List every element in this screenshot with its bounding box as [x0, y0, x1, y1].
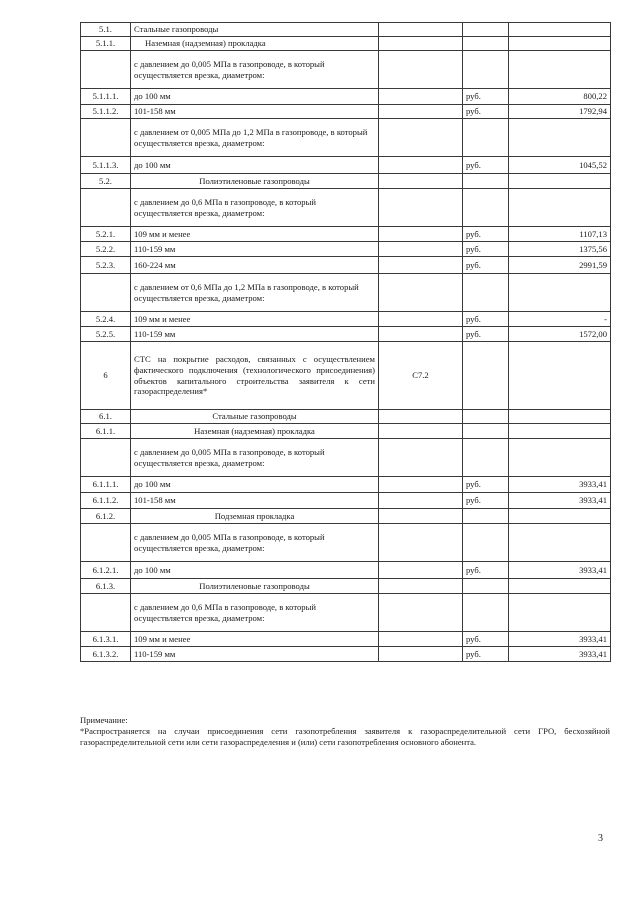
row-number: 6.1.2.: [81, 509, 131, 524]
row-unit: [463, 37, 509, 51]
row-code: [379, 647, 463, 662]
row-number: [81, 189, 131, 227]
row-price: -: [509, 312, 611, 327]
row-code: [379, 410, 463, 424]
row-price: [509, 119, 611, 157]
row-price: 1107,13: [509, 227, 611, 242]
row-number: 5.2.2.: [81, 242, 131, 257]
row-price: [509, 594, 611, 632]
row-code: [379, 189, 463, 227]
row-price: [509, 274, 611, 312]
row-code: [379, 274, 463, 312]
table-row: [81, 439, 611, 477]
row-code: [379, 424, 463, 439]
row-price: 3933,41: [509, 647, 611, 662]
table-row: [81, 174, 611, 189]
table-row: [81, 477, 611, 493]
row-code: [379, 594, 463, 632]
row-name: 110-159 мм: [131, 327, 379, 342]
row-name: с давлением до 0,6 МПа в газопроводе, в который осуществляется врезка, диаметром:: [131, 594, 379, 632]
row-name: до 100 мм: [131, 89, 379, 105]
table-row: [81, 327, 611, 342]
table-row: [81, 594, 611, 632]
row-number: [81, 119, 131, 157]
row-unit: [463, 174, 509, 189]
row-price: [509, 23, 611, 37]
row-number: 6.1.1.2.: [81, 493, 131, 509]
table-row: [81, 410, 611, 424]
row-unit: [463, 189, 509, 227]
row-number: 5.2.: [81, 174, 131, 189]
row-name: 101-158 мм: [131, 493, 379, 509]
row-price: [509, 189, 611, 227]
row-number: [81, 439, 131, 477]
row-number: 5.1.1.2.: [81, 105, 131, 119]
row-price: 3933,41: [509, 562, 611, 579]
row-price: 800,22: [509, 89, 611, 105]
row-price: 1375,56: [509, 242, 611, 257]
table-row: [81, 37, 611, 51]
row-price: 1792,94: [509, 105, 611, 119]
row-number: 5.1.1.: [81, 37, 131, 51]
row-number: [81, 51, 131, 89]
row-code: [379, 579, 463, 594]
row-name: 109 мм и менее: [131, 632, 379, 647]
row-name: до 100 мм: [131, 477, 379, 493]
table-row: [81, 105, 611, 119]
row-number: 6.1.: [81, 410, 131, 424]
row-name: с давлением от 0,005 МПа до 1,2 МПа в газопроводе, в который осуществляется врезка, диаметром:: [131, 119, 379, 157]
row-code: [379, 524, 463, 562]
row-name: Стальные газопроводы: [131, 23, 379, 37]
row-code: С7.2: [379, 342, 463, 410]
row-price: 3933,41: [509, 477, 611, 493]
table-row: [81, 242, 611, 257]
row-code: [379, 119, 463, 157]
row-name: 101-158 мм: [131, 105, 379, 119]
row-name: 110-159 мм: [131, 242, 379, 257]
table-row: [81, 424, 611, 439]
row-code: [379, 257, 463, 274]
row-unit: руб.: [463, 227, 509, 242]
row-price: [509, 37, 611, 51]
row-unit: [463, 509, 509, 524]
row-price: [509, 439, 611, 477]
row-unit: руб.: [463, 312, 509, 327]
row-number: 6.1.3.2.: [81, 647, 131, 662]
table-row: [81, 119, 611, 157]
row-unit: руб.: [463, 157, 509, 174]
table-row: [81, 647, 611, 662]
row-unit: [463, 524, 509, 562]
row-number: [81, 594, 131, 632]
table-row: [81, 312, 611, 327]
row-number: [81, 524, 131, 562]
table-row: [81, 579, 611, 594]
table-row: [81, 493, 611, 509]
row-unit: руб.: [463, 632, 509, 647]
row-name: до 100 мм: [131, 157, 379, 174]
footnote-title: Примечание:: [80, 715, 128, 725]
row-unit: [463, 119, 509, 157]
row-name: с давлением до 0,005 МПа в газопроводе, в который осуществляется врезка, диаметром:: [131, 524, 379, 562]
row-name: 109 мм и менее: [131, 312, 379, 327]
row-number: 5.1.: [81, 23, 131, 37]
row-code: [379, 242, 463, 257]
row-number: 5.2.3.: [81, 257, 131, 274]
row-name: 109 мм и менее: [131, 227, 379, 242]
row-number: 6.1.2.1.: [81, 562, 131, 579]
row-name: Наземная (надземная) прокладка: [131, 37, 379, 51]
row-price: [509, 51, 611, 89]
table-row: [81, 274, 611, 312]
row-name: СТС на покрытие расходов, связанных с осуществлением фактического подключения (технологического присоединения) объектов капитального строительства заявителя к сети газораспределения*: [131, 342, 379, 410]
row-unit: [463, 439, 509, 477]
row-price: [509, 509, 611, 524]
row-price: 1572,00: [509, 327, 611, 342]
table-row: [81, 157, 611, 174]
row-number: 5.2.1.: [81, 227, 131, 242]
tariff-table-body: [81, 23, 611, 662]
row-unit: руб.: [463, 242, 509, 257]
row-name: Подземная прокладка: [131, 509, 379, 524]
row-price: [509, 342, 611, 410]
table-row: [81, 51, 611, 89]
row-code: [379, 439, 463, 477]
row-code: [379, 632, 463, 647]
table-row: [81, 342, 611, 410]
row-code: [379, 493, 463, 509]
row-code: [379, 105, 463, 119]
row-price: [509, 579, 611, 594]
row-number: 5.2.5.: [81, 327, 131, 342]
row-name: 110-159 мм: [131, 647, 379, 662]
table-row: [81, 227, 611, 242]
row-unit: руб.: [463, 257, 509, 274]
row-number: 6.1.3.: [81, 579, 131, 594]
row-number: 5.2.4.: [81, 312, 131, 327]
row-unit: руб.: [463, 477, 509, 493]
row-code: [379, 562, 463, 579]
row-number: [81, 274, 131, 312]
footnote: [80, 715, 610, 747]
row-name: Полиэтиленовые газопроводы: [131, 174, 379, 189]
table-row: [81, 524, 611, 562]
table-row: [81, 189, 611, 227]
row-price: [509, 174, 611, 189]
row-number: 5.1.1.1.: [81, 89, 131, 105]
row-number: 6.1.3.1.: [81, 632, 131, 647]
row-code: [379, 227, 463, 242]
row-name: до 100 мм: [131, 562, 379, 579]
table-row: [81, 509, 611, 524]
footnote-text: *Распространяется на случаи присоединения сети газопотребления заявителя к газораспределительной сети ГРО, бесхозяйной газораспределительной сети или сети газораспределения и (или) сети газопотребления основного абонента.: [80, 725, 610, 747]
row-price: [509, 424, 611, 439]
row-code: [379, 477, 463, 493]
row-number: 6.1.1.: [81, 424, 131, 439]
row-name: Стальные газопроводы: [131, 410, 379, 424]
row-code: [379, 89, 463, 105]
row-name: с давлением от 0,6 МПа до 1,2 МПа в газопроводе, в который осуществляется врезка, диаметром:: [131, 274, 379, 312]
row-price: [509, 524, 611, 562]
row-price: [509, 410, 611, 424]
row-price: 3933,41: [509, 632, 611, 647]
row-price: 3933,41: [509, 493, 611, 509]
table-row: [81, 562, 611, 579]
row-unit: [463, 594, 509, 632]
row-unit: руб.: [463, 89, 509, 105]
row-code: [379, 157, 463, 174]
row-code: [379, 23, 463, 37]
tariff-table: [80, 22, 611, 662]
row-unit: [463, 424, 509, 439]
row-unit: [463, 274, 509, 312]
table-row: [81, 632, 611, 647]
row-number: 6.1.1.1.: [81, 477, 131, 493]
row-code: [379, 312, 463, 327]
row-name: с давлением до 0,6 МПа в газопроводе, в который осуществляется врезка, диаметром:: [131, 189, 379, 227]
row-code: [379, 174, 463, 189]
row-code: [379, 51, 463, 89]
row-code: [379, 509, 463, 524]
row-unit: [463, 51, 509, 89]
row-unit: руб.: [463, 647, 509, 662]
row-name: с давлением до 0,005 МПа в газопроводе, в который осуществляется врезка, диаметром:: [131, 51, 379, 89]
table-row: [81, 23, 611, 37]
row-code: [379, 37, 463, 51]
row-code: [379, 327, 463, 342]
row-number: 5.1.1.3.: [81, 157, 131, 174]
row-unit: руб.: [463, 562, 509, 579]
row-unit: руб.: [463, 327, 509, 342]
row-name: с давлением до 0,005 МПа в газопроводе, в который осуществляется врезка, диаметром:: [131, 439, 379, 477]
row-unit: [463, 342, 509, 410]
row-name: Полиэтиленовые газопроводы: [131, 579, 379, 594]
row-number: 6: [81, 342, 131, 410]
row-name: Наземная (надземная) прокладка: [131, 424, 379, 439]
row-price: 1045,52: [509, 157, 611, 174]
row-price: 2991,59: [509, 257, 611, 274]
page-number: 3: [598, 833, 603, 844]
table-row: [81, 257, 611, 274]
row-name: 160-224 мм: [131, 257, 379, 274]
table-row: [81, 89, 611, 105]
row-unit: [463, 579, 509, 594]
row-unit: [463, 23, 509, 37]
row-unit: [463, 410, 509, 424]
row-unit: руб.: [463, 493, 509, 509]
row-unit: руб.: [463, 105, 509, 119]
